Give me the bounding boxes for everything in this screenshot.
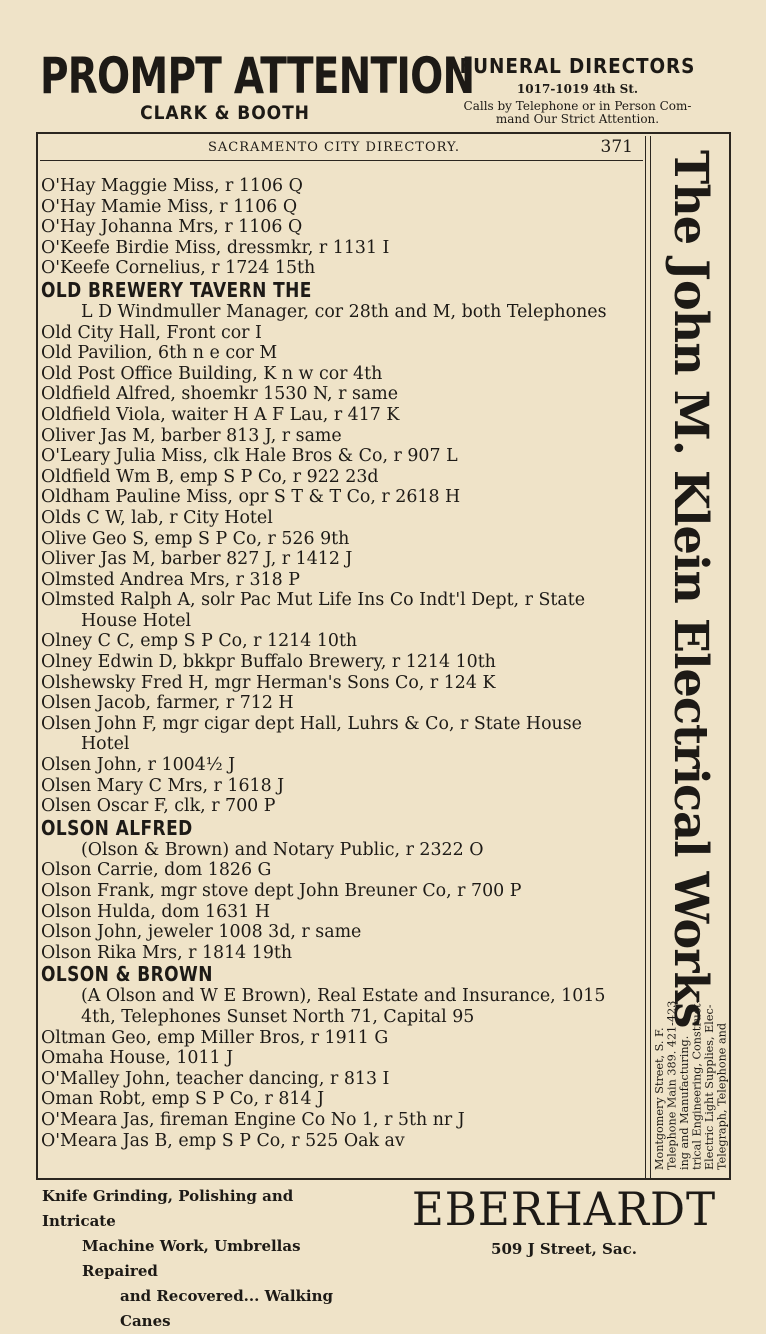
directory-entry: Olmsted Andrea Mrs, r 318 P <box>41 569 300 590</box>
directory-entry: Olshewsky Fred H, mgr Herman's Sons Co, r 124 K <box>41 672 496 693</box>
directory-entry: (A Olson and W E Brown), Real Estate and Insurance, 1015 <box>81 986 606 1007</box>
funeral-directors-address: 1017-1019 4th St. <box>516 82 639 96</box>
funeral-directors-note-1: Calls by Telephone or in Person Com- <box>463 99 692 113</box>
page-number: 371 <box>600 137 633 157</box>
directory-entry: Old City Hall, Front cor I <box>41 322 262 343</box>
directory-entry: Oliver Jas M, barber 813 J, r same <box>41 425 342 446</box>
directory-entry: Olson Carrie, dom 1826 G <box>41 860 272 881</box>
directory-entry: Olsen Oscar F, clk, r 700 P <box>41 796 276 817</box>
directory-entry: Hotel <box>81 734 130 755</box>
directory-entry: (Olson & Brown) and Notary Public, r 2322 O <box>81 839 484 860</box>
directory-entry: Oldfield Viola, waiter H A F Lau, r 417 K <box>41 404 400 425</box>
klein-electrical-ad <box>652 140 728 1176</box>
funeral-directors-title: FUNERAL DIRECTORS <box>459 54 696 78</box>
directory-entry: O'Leary Julia Miss, clk Hale Bros & Co, r 907 L <box>41 446 458 467</box>
bottom-ad-line-3: and Recovered... Walking Canes <box>120 1287 334 1330</box>
directory-entries <box>41 176 645 1151</box>
header-rule <box>40 160 643 161</box>
directory-entry: Olson Rika Mrs, r 1814 19th <box>41 942 293 963</box>
eberhardt-ad <box>402 1184 726 1258</box>
eberhardt-name: EBERHARDT <box>411 1182 717 1236</box>
klein-ad-line: Telephone Main 389. 421-423 <box>665 1000 679 1170</box>
directory-entry: O'Meara Jas, fireman Engine Co No 1, r 5th nr J <box>41 1109 465 1130</box>
funeral-directors-ad <box>425 54 730 126</box>
directory-entry: O'Hay Mamie Miss, r 1106 Q <box>41 196 298 217</box>
directory-entry: Olsen Mary C Mrs, r 1618 J <box>41 775 285 796</box>
directory-entry: Olive Geo S, emp S P Co, r 526 9th <box>41 528 350 549</box>
directory-entry: Olds C W, lab, r City Hotel <box>41 507 273 528</box>
top-advertisement <box>30 48 730 132</box>
klein-ad-title: The John M. Klein Electrical Works <box>663 150 718 1028</box>
directory-entry: Olsen Jacob, farmer, r 712 H <box>41 693 294 714</box>
ad-subhead: CLARK & BOOTH <box>140 102 310 124</box>
directory-heading: OLD BREWERY TAVERN THE <box>41 277 312 302</box>
directory-entry: House Hotel <box>81 610 192 631</box>
directory-entry: O'Hay Maggie Miss, r 1106 Q <box>41 176 303 196</box>
directory-entry: Oman Robt, emp S P Co, r 814 J <box>41 1089 325 1110</box>
clark-booth-ad <box>40 47 475 124</box>
directory-entry: Olson Frank, mgr stove dept John Breuner Co, r 700 P <box>41 881 522 901</box>
directory-entry: Old Pavilion, 6th n e cor M <box>41 343 278 364</box>
directory-entry: Olsen John, r 1004½ J <box>41 755 236 776</box>
frame-left-rule <box>36 132 38 1180</box>
directory-entry: Olson Hulda, dom 1631 H <box>41 901 270 922</box>
frame-right-rule <box>729 132 731 1180</box>
directory-entry: Oldham Pauline Miss, opr S T & T Co, r 2618 H <box>41 487 461 508</box>
eberhardt-address: 509 J Street, Sac. <box>491 1240 637 1258</box>
directory-entry: 4th, Telephones Sunset North 71, Capital 95 <box>81 1006 475 1027</box>
funeral-directors-note-2: mand Our Strict Attention. <box>495 112 660 126</box>
directory-heading: OLSON & BROWN <box>41 962 213 987</box>
directory-entry: Oliver Jas M, barber 827 J, r 1412 J <box>41 549 353 570</box>
directory-entry: Olsen John F, mgr cigar dept Hall, Luhrs & Co, r State House <box>41 713 582 734</box>
directory-entry: Oldfield Alfred, shoemkr 1530 N, r same <box>41 384 399 405</box>
directory-entry: Olmsted Ralph A, solr Pac Mut Life Ins Co Indt'l Dept, r State <box>41 590 586 611</box>
klein-ad-details <box>652 945 728 1170</box>
frame-bottom-rule <box>36 1178 731 1180</box>
directory-entry: O'Keefe Cornelius, r 1724 15th <box>41 258 316 279</box>
bottom-ad-line-2: Machine Work, Umbrellas Repaired <box>82 1237 301 1280</box>
frame-column-divider <box>645 136 651 1178</box>
frame-top-rule <box>36 132 731 134</box>
bottom-ad-line-1: Knife Grinding, Polishing and Intricate <box>42 1187 294 1230</box>
directory-entry: Old Post Office Building, K n w cor 4th <box>41 363 383 384</box>
klein-ad-line: ing and Manufacturing. <box>678 1035 691 1170</box>
directory-entry: L D Windmuller Manager, cor 28th and M, both Telephones <box>81 301 607 322</box>
directory-entry: Omaha House, 1011 J <box>41 1048 234 1069</box>
directory-entry: Oltman Geo, emp Miller Bros, r 1911 G <box>41 1027 389 1048</box>
directory-entry: Olney Edwin D, bkkpr Buffalo Brewery, r 1214 10th <box>41 652 496 673</box>
directory-entry: Olson John, jeweler 1008 3d, r same <box>41 922 362 943</box>
running-title: SACRAMENTO CITY DIRECTORY. <box>208 140 461 155</box>
klein-ad-line: Electric Light Supplies, Elec- <box>703 1004 716 1170</box>
directory-entry: Oldfield Wm B, emp S P Co, r 922 23d <box>41 466 379 487</box>
directory-heading: OLSON ALFRED <box>41 815 193 840</box>
klein-ad-lines <box>654 945 729 1170</box>
directory-entry: O'Malley John, teacher dancing, r 813 I <box>41 1068 390 1089</box>
ad-headline: PROMPT ATTENTION <box>40 47 475 105</box>
running-header <box>40 137 643 159</box>
directory-entry: O'Meara Jas B, emp S P Co, r 525 Oak av <box>41 1130 405 1151</box>
directory-entry: O'Keefe Birdie Miss, dressmkr, r 1131 I <box>41 237 390 258</box>
knife-grinding-ad <box>20 1184 365 1334</box>
klein-ad-line: Telegraph, Telephone and <box>715 1022 729 1170</box>
directory-entry: Olney C C, emp S P Co, r 1214 10th <box>41 631 358 652</box>
klein-ad-line: trical Engineering, Construct- <box>690 999 704 1170</box>
klein-ad-line: Montgomery Street, S. F. <box>653 1027 666 1170</box>
directory-entry: O'Hay Johanna Mrs, r 1106 Q <box>41 217 303 238</box>
